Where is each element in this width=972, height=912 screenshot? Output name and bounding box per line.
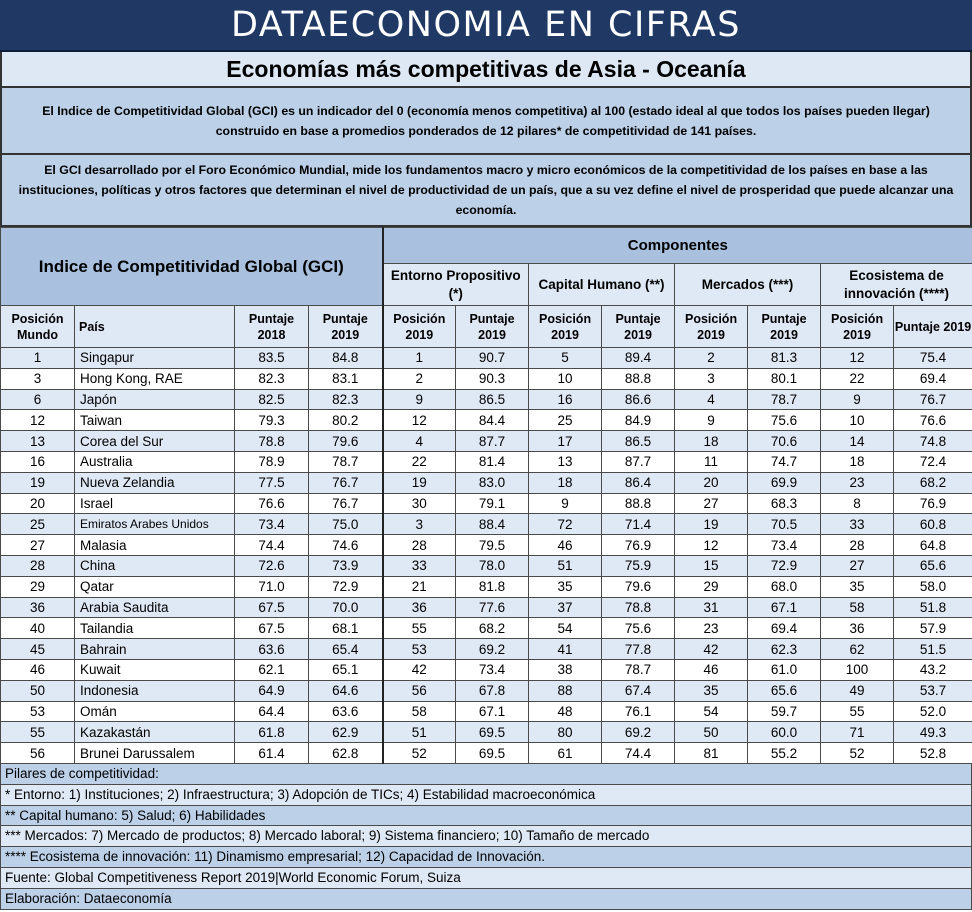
mercados-posicion-cell: 81 — [675, 743, 748, 764]
mercados-posicion-cell: 19 — [675, 514, 748, 535]
mercados-posicion-cell: 12 — [675, 535, 748, 556]
entorno-puntaje-cell: 83.0 — [456, 472, 529, 493]
rank-cell: 36 — [1, 597, 75, 618]
capital-posicion-cell: 35 — [529, 576, 602, 597]
mercados-posicion-cell: 20 — [675, 472, 748, 493]
entorno-puntaje-cell: 90.7 — [456, 348, 529, 369]
mercados-posicion-cell: 29 — [675, 576, 748, 597]
mercados-posicion-cell: 42 — [675, 639, 748, 660]
score-2018-cell: 77.5 — [235, 472, 309, 493]
capital-posicion-cell: 51 — [529, 555, 602, 576]
capital-puntaje-cell: 78.7 — [602, 659, 675, 680]
footnote-line: Fuente: Global Competitiveness Report 2019|World Economic Forum, Suiza — [0, 868, 972, 889]
table-row — [1, 514, 972, 535]
rank-cell: 53 — [1, 701, 75, 722]
country-cell: Corea del Sur — [75, 431, 235, 452]
country-cell: Kazakastán — [75, 722, 235, 743]
col-header-capital-puntaje: Puntaje 2019 — [602, 306, 675, 348]
score-2019-cell: 80.2 — [309, 410, 383, 431]
table-row — [1, 389, 972, 410]
entorno-posicion-cell: 52 — [383, 743, 456, 764]
mercados-puntaje-cell: 72.9 — [748, 555, 821, 576]
col-header-entorno-posicion: Posición 2019 — [383, 306, 456, 348]
mercados-posicion-cell: 23 — [675, 618, 748, 639]
gci-definition: El Indice de Competitividad Global (GCI) es un indicador del 0 (economía menos competitiva) al 100 (estado ideal al que todos los países pueden llegar) construido en base a promedios ponderados de 12 pilares* de competitividad de 141 países. — [0, 88, 972, 155]
innovacion-puntaje-cell: 52.8 — [894, 743, 972, 764]
entorno-posicion-cell: 55 — [383, 618, 456, 639]
innovacion-puntaje-cell: 60.8 — [894, 514, 972, 535]
mercados-puntaje-cell: 74.7 — [748, 451, 821, 472]
innovacion-puntaje-cell: 49.3 — [894, 722, 972, 743]
score-2018-cell: 79.3 — [235, 410, 309, 431]
score-2018-cell: 63.6 — [235, 639, 309, 660]
country-cell: Japón — [75, 389, 235, 410]
entorno-puntaje-cell: 90.3 — [456, 368, 529, 389]
country-cell: Hong Kong, RAE — [75, 368, 235, 389]
capital-puntaje-cell: 84.9 — [602, 410, 675, 431]
mercados-posicion-cell: 4 — [675, 389, 748, 410]
score-2018-cell: 64.9 — [235, 680, 309, 701]
rank-cell: 16 — [1, 451, 75, 472]
mercados-puntaje-cell: 62.3 — [748, 639, 821, 660]
score-2018-cell: 72.6 — [235, 555, 309, 576]
mercados-puntaje-cell: 55.2 — [748, 743, 821, 764]
capital-posicion-cell: 9 — [529, 493, 602, 514]
rank-cell: 12 — [1, 410, 75, 431]
innovacion-posicion-cell: 8 — [821, 493, 894, 514]
mercados-puntaje-cell: 73.4 — [748, 535, 821, 556]
entorno-posicion-cell: 21 — [383, 576, 456, 597]
score-2019-cell: 65.1 — [309, 659, 383, 680]
mercados-puntaje-cell: 80.1 — [748, 368, 821, 389]
entorno-puntaje-cell: 69.5 — [456, 743, 529, 764]
score-2018-cell: 61.4 — [235, 743, 309, 764]
capital-posicion-cell: 37 — [529, 597, 602, 618]
score-2018-cell: 76.6 — [235, 493, 309, 514]
entorno-posicion-cell: 4 — [383, 431, 456, 452]
capital-puntaje-cell: 86.6 — [602, 389, 675, 410]
score-2019-cell: 75.0 — [309, 514, 383, 535]
entorno-puntaje-cell: 69.5 — [456, 722, 529, 743]
rank-cell: 25 — [1, 514, 75, 535]
score-2019-cell: 78.7 — [309, 451, 383, 472]
capital-puntaje-cell: 86.5 — [602, 431, 675, 452]
innovacion-puntaje-cell: 75.4 — [894, 348, 972, 369]
table-row — [1, 722, 972, 743]
capital-posicion-cell: 88 — [529, 680, 602, 701]
score-2018-cell: 74.4 — [235, 535, 309, 556]
score-2018-cell: 64.4 — [235, 701, 309, 722]
entorno-puntaje-cell: 67.1 — [456, 701, 529, 722]
mercados-posicion-cell: 46 — [675, 659, 748, 680]
mercados-posicion-cell: 9 — [675, 410, 748, 431]
innovacion-posicion-cell: 52 — [821, 743, 894, 764]
innovacion-puntaje-cell: 52.0 — [894, 701, 972, 722]
capital-puntaje-cell: 89.4 — [602, 348, 675, 369]
table-row — [1, 618, 972, 639]
col-header-puntaje-2019: Puntaje 2019 — [309, 306, 383, 348]
capital-posicion-cell: 5 — [529, 348, 602, 369]
innovacion-posicion-cell: 9 — [821, 389, 894, 410]
mercados-puntaje-cell: 68.0 — [748, 576, 821, 597]
innovacion-puntaje-cell: 58.0 — [894, 576, 972, 597]
entorno-puntaje-cell: 81.4 — [456, 451, 529, 472]
entorno-puntaje-cell: 73.4 — [456, 659, 529, 680]
rank-cell: 6 — [1, 389, 75, 410]
capital-posicion-cell: 48 — [529, 701, 602, 722]
entorno-posicion-cell: 9 — [383, 389, 456, 410]
brand-banner: DATAECONOMIA EN CIFRAS — [0, 0, 972, 52]
score-2019-cell: 68.1 — [309, 618, 383, 639]
innovacion-posicion-cell: 27 — [821, 555, 894, 576]
innovacion-puntaje-cell: 68.2 — [894, 472, 972, 493]
capital-posicion-cell: 54 — [529, 618, 602, 639]
country-cell: Omán — [75, 701, 235, 722]
col-header-innovacion-puntaje: Puntaje 2019 — [894, 306, 972, 348]
group-entorno-header: Entorno Propositivo (*) — [383, 264, 529, 306]
innovacion-posicion-cell: 35 — [821, 576, 894, 597]
entorno-posicion-cell: 3 — [383, 514, 456, 535]
score-2019-cell: 84.8 — [309, 348, 383, 369]
score-2019-cell: 83.1 — [309, 368, 383, 389]
country-cell: Brunei Darussalem — [75, 743, 235, 764]
entorno-posicion-cell: 53 — [383, 639, 456, 660]
country-cell: Bahrain — [75, 639, 235, 660]
table-row — [1, 535, 972, 556]
mercados-posicion-cell: 2 — [675, 348, 748, 369]
col-header-mercados-puntaje: Puntaje 2019 — [748, 306, 821, 348]
entorno-puntaje-cell: 86.5 — [456, 389, 529, 410]
col-header-innovacion-posicion: Posición 2019 — [821, 306, 894, 348]
innovacion-posicion-cell: 12 — [821, 348, 894, 369]
footnote-line: ** Capital humano: 5) Salud; 6) Habilidades — [0, 806, 972, 827]
mercados-puntaje-cell: 68.3 — [748, 493, 821, 514]
innovacion-posicion-cell: 23 — [821, 472, 894, 493]
capital-puntaje-cell: 86.4 — [602, 472, 675, 493]
score-2019-cell: 73.9 — [309, 555, 383, 576]
capital-posicion-cell: 25 — [529, 410, 602, 431]
footnote-line: Elaboración: Dataeconomía — [0, 889, 972, 910]
footnote-line: **** Ecosistema de innovación: 11) Dinamismo empresarial; 12) Capacidad de Innovación. — [0, 847, 972, 868]
mercados-puntaje-cell: 70.5 — [748, 514, 821, 535]
innovacion-posicion-cell: 55 — [821, 701, 894, 722]
score-2019-cell: 72.9 — [309, 576, 383, 597]
col-header-pais: País — [75, 306, 235, 348]
score-2018-cell: 82.3 — [235, 368, 309, 389]
mercados-puntaje-cell: 78.7 — [748, 389, 821, 410]
gci-methodology: El GCI desarrollado por el Foro Económico Mundial, mide los fundamentos macro y micro económicos de la competitividad de los países en base a las instituciones, políticas y otros factores que determinan el nivel de productividad de un país, que a su vez define el nivel de prosperidad que puede alcanzar una economía. — [0, 155, 972, 227]
col-header-posicion-mundo: Posición Mundo — [1, 306, 75, 348]
mercados-posicion-cell: 3 — [675, 368, 748, 389]
innovacion-puntaje-cell: 43.2 — [894, 659, 972, 680]
table-row — [1, 680, 972, 701]
footnote-line: Pilares de competitividad: — [0, 764, 972, 785]
entorno-posicion-cell: 1 — [383, 348, 456, 369]
footnote-line: * Entorno: 1) Instituciones; 2) Infraestructura; 3) Adopción de TICs; 4) Estabilidad macroeconómica — [0, 785, 972, 806]
capital-posicion-cell: 46 — [529, 535, 602, 556]
score-2018-cell: 61.8 — [235, 722, 309, 743]
capital-posicion-cell: 38 — [529, 659, 602, 680]
entorno-puntaje-cell: 81.8 — [456, 576, 529, 597]
innovacion-posicion-cell: 62 — [821, 639, 894, 660]
country-cell: Singapur — [75, 348, 235, 369]
capital-puntaje-cell: 74.4 — [602, 743, 675, 764]
mercados-posicion-cell: 11 — [675, 451, 748, 472]
mercados-puntaje-cell: 70.6 — [748, 431, 821, 452]
country-cell: Australia — [75, 451, 235, 472]
innovacion-puntaje-cell: 69.4 — [894, 368, 972, 389]
capital-puntaje-cell: 75.9 — [602, 555, 675, 576]
capital-posicion-cell: 41 — [529, 639, 602, 660]
innovacion-puntaje-cell: 76.7 — [894, 389, 972, 410]
capital-posicion-cell: 10 — [529, 368, 602, 389]
innovacion-posicion-cell: 22 — [821, 368, 894, 389]
score-2018-cell: 78.9 — [235, 451, 309, 472]
table-row — [1, 472, 972, 493]
capital-posicion-cell: 13 — [529, 451, 602, 472]
country-cell: China — [75, 555, 235, 576]
page-title: Economías más competitivas de Asia - Oceanía — [0, 52, 972, 88]
rank-cell: 3 — [1, 368, 75, 389]
score-2019-cell: 82.3 — [309, 389, 383, 410]
innovacion-posicion-cell: 28 — [821, 535, 894, 556]
entorno-puntaje-cell: 79.1 — [456, 493, 529, 514]
score-2019-cell: 76.7 — [309, 472, 383, 493]
components-header: Componentes — [383, 228, 972, 264]
rank-cell: 29 — [1, 576, 75, 597]
entorno-puntaje-cell: 87.7 — [456, 431, 529, 452]
group-capital-humano-header: Capital Humano (**) — [529, 264, 675, 306]
entorno-puntaje-cell: 79.5 — [456, 535, 529, 556]
score-2019-cell: 74.6 — [309, 535, 383, 556]
capital-puntaje-cell: 88.8 — [602, 493, 675, 514]
capital-puntaje-cell: 76.1 — [602, 701, 675, 722]
innovacion-posicion-cell: 100 — [821, 659, 894, 680]
mercados-puntaje-cell: 60.0 — [748, 722, 821, 743]
table-row — [1, 451, 972, 472]
footnotes — [0, 764, 972, 910]
table-row — [1, 348, 972, 369]
group-innovacion-header: Ecosistema de innovación (****) — [821, 264, 972, 306]
country-cell: Tailandia — [75, 618, 235, 639]
gci-header: Indice de Competitividad Global (GCI) — [1, 228, 383, 306]
innovacion-posicion-cell: 10 — [821, 410, 894, 431]
innovacion-posicion-cell: 33 — [821, 514, 894, 535]
score-2018-cell: 67.5 — [235, 597, 309, 618]
score-2019-cell: 63.6 — [309, 701, 383, 722]
mercados-posicion-cell: 31 — [675, 597, 748, 618]
footnote-line: *** Mercados: 7) Mercado de productos; 8) Mercado laboral; 9) Sistema financiero; 10) Tamaño de mercado — [0, 826, 972, 847]
mercados-puntaje-cell: 61.0 — [748, 659, 821, 680]
innovacion-puntaje-cell: 65.6 — [894, 555, 972, 576]
score-2019-cell: 62.8 — [309, 743, 383, 764]
score-2018-cell: 78.8 — [235, 431, 309, 452]
col-header-puntaje-2018: Puntaje 2018 — [235, 306, 309, 348]
capital-posicion-cell: 18 — [529, 472, 602, 493]
score-2018-cell: 73.4 — [235, 514, 309, 535]
entorno-posicion-cell: 2 — [383, 368, 456, 389]
score-2019-cell: 64.6 — [309, 680, 383, 701]
entorno-posicion-cell: 51 — [383, 722, 456, 743]
mercados-posicion-cell: 27 — [675, 493, 748, 514]
entorno-puntaje-cell: 77.6 — [456, 597, 529, 618]
score-2019-cell: 76.7 — [309, 493, 383, 514]
capital-posicion-cell: 61 — [529, 743, 602, 764]
mercados-posicion-cell: 15 — [675, 555, 748, 576]
innovacion-posicion-cell: 58 — [821, 597, 894, 618]
innovacion-posicion-cell: 49 — [821, 680, 894, 701]
entorno-puntaje-cell: 69.2 — [456, 639, 529, 660]
capital-posicion-cell: 16 — [529, 389, 602, 410]
innovacion-puntaje-cell: 76.9 — [894, 493, 972, 514]
rank-cell: 56 — [1, 743, 75, 764]
entorno-posicion-cell: 56 — [383, 680, 456, 701]
score-2018-cell: 62.1 — [235, 659, 309, 680]
table-row — [1, 410, 972, 431]
score-2019-cell: 65.4 — [309, 639, 383, 660]
table-row — [1, 368, 972, 389]
capital-puntaje-cell: 69.2 — [602, 722, 675, 743]
entorno-posicion-cell: 22 — [383, 451, 456, 472]
entorno-posicion-cell: 58 — [383, 701, 456, 722]
innovacion-posicion-cell: 36 — [821, 618, 894, 639]
capital-puntaje-cell: 78.8 — [602, 597, 675, 618]
entorno-puntaje-cell: 84.4 — [456, 410, 529, 431]
country-cell: Emiratos Arabes Unidos — [75, 514, 235, 535]
innovacion-puntaje-cell: 57.9 — [894, 618, 972, 639]
country-cell: Taiwan — [75, 410, 235, 431]
mercados-puntaje-cell: 65.6 — [748, 680, 821, 701]
mercados-posicion-cell: 50 — [675, 722, 748, 743]
score-2019-cell: 70.0 — [309, 597, 383, 618]
rank-cell: 40 — [1, 618, 75, 639]
rank-cell: 28 — [1, 555, 75, 576]
entorno-puntaje-cell: 78.0 — [456, 555, 529, 576]
entorno-posicion-cell: 42 — [383, 659, 456, 680]
capital-puntaje-cell: 87.7 — [602, 451, 675, 472]
capital-posicion-cell: 72 — [529, 514, 602, 535]
table-row — [1, 493, 972, 514]
mercados-posicion-cell: 18 — [675, 431, 748, 452]
entorno-puntaje-cell: 67.8 — [456, 680, 529, 701]
rank-cell: 1 — [1, 348, 75, 369]
entorno-posicion-cell: 36 — [383, 597, 456, 618]
table-row — [1, 576, 972, 597]
country-cell: Israel — [75, 493, 235, 514]
table-row — [1, 597, 972, 618]
capital-puntaje-cell: 88.8 — [602, 368, 675, 389]
mercados-posicion-cell: 54 — [675, 701, 748, 722]
table-row — [1, 659, 972, 680]
capital-puntaje-cell: 75.6 — [602, 618, 675, 639]
innovacion-puntaje-cell: 51.8 — [894, 597, 972, 618]
entorno-posicion-cell: 33 — [383, 555, 456, 576]
mercados-puntaje-cell: 67.1 — [748, 597, 821, 618]
capital-puntaje-cell: 77.8 — [602, 639, 675, 660]
entorno-puntaje-cell: 88.4 — [456, 514, 529, 535]
score-2019-cell: 79.6 — [309, 431, 383, 452]
entorno-posicion-cell: 30 — [383, 493, 456, 514]
innovacion-puntaje-cell: 51.5 — [894, 639, 972, 660]
score-2018-cell: 67.5 — [235, 618, 309, 639]
rank-cell: 13 — [1, 431, 75, 452]
country-cell: Indonesia — [75, 680, 235, 701]
mercados-puntaje-cell: 75.6 — [748, 410, 821, 431]
capital-posicion-cell: 80 — [529, 722, 602, 743]
rank-cell: 46 — [1, 659, 75, 680]
country-cell: Qatar — [75, 576, 235, 597]
innovacion-puntaje-cell: 76.6 — [894, 410, 972, 431]
rank-cell: 55 — [1, 722, 75, 743]
innovacion-puntaje-cell: 53.7 — [894, 680, 972, 701]
country-cell: Arabia Saudita — [75, 597, 235, 618]
capital-puntaje-cell: 67.4 — [602, 680, 675, 701]
group-mercados-header: Mercados (***) — [675, 264, 821, 306]
entorno-posicion-cell: 28 — [383, 535, 456, 556]
rank-cell: 50 — [1, 680, 75, 701]
rank-cell: 27 — [1, 535, 75, 556]
score-2018-cell: 82.5 — [235, 389, 309, 410]
capital-puntaje-cell: 79.6 — [602, 576, 675, 597]
table-row — [1, 555, 972, 576]
entorno-posicion-cell: 12 — [383, 410, 456, 431]
score-2018-cell: 83.5 — [235, 348, 309, 369]
capital-puntaje-cell: 76.9 — [602, 535, 675, 556]
score-2019-cell: 62.9 — [309, 722, 383, 743]
innovacion-posicion-cell: 71 — [821, 722, 894, 743]
table-row — [1, 639, 972, 660]
mercados-puntaje-cell: 69.9 — [748, 472, 821, 493]
country-cell: Nueva Zelandia — [75, 472, 235, 493]
capital-puntaje-cell: 71.4 — [602, 514, 675, 535]
rank-cell: 45 — [1, 639, 75, 660]
entorno-puntaje-cell: 68.2 — [456, 618, 529, 639]
col-header-capital-posicion: Posición 2019 — [529, 306, 602, 348]
competitiveness-table — [0, 227, 972, 764]
entorno-posicion-cell: 19 — [383, 472, 456, 493]
table-row — [1, 701, 972, 722]
innovacion-puntaje-cell: 72.4 — [894, 451, 972, 472]
table-row — [1, 431, 972, 452]
score-2018-cell: 71.0 — [235, 576, 309, 597]
innovacion-puntaje-cell: 64.8 — [894, 535, 972, 556]
mercados-puntaje-cell: 59.7 — [748, 701, 821, 722]
innovacion-posicion-cell: 14 — [821, 431, 894, 452]
mercados-puntaje-cell: 81.3 — [748, 348, 821, 369]
rank-cell: 20 — [1, 493, 75, 514]
mercados-puntaje-cell: 69.4 — [748, 618, 821, 639]
rank-cell: 19 — [1, 472, 75, 493]
innovacion-posicion-cell: 18 — [821, 451, 894, 472]
capital-posicion-cell: 17 — [529, 431, 602, 452]
col-header-mercados-posicion: Posición 2019 — [675, 306, 748, 348]
col-header-entorno-puntaje: Puntaje 2019 — [456, 306, 529, 348]
country-cell: Kuwait — [75, 659, 235, 680]
country-cell: Malasia — [75, 535, 235, 556]
mercados-posicion-cell: 35 — [675, 680, 748, 701]
table-row — [1, 743, 972, 764]
table-body — [1, 348, 972, 764]
innovacion-puntaje-cell: 74.8 — [894, 431, 972, 452]
